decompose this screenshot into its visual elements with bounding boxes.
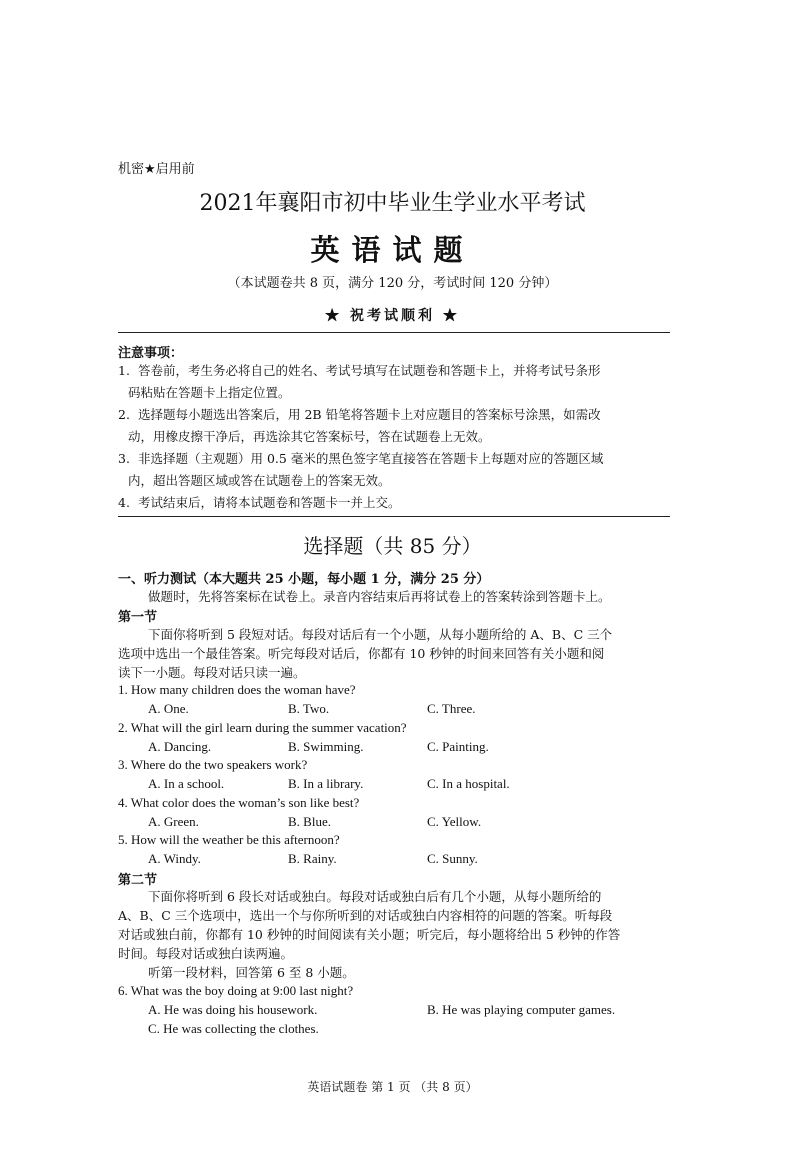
option-b: B. Rainy. bbox=[288, 851, 337, 866]
exam-title: 2021年襄阳市初中毕业生学业水平考试 bbox=[199, 191, 586, 216]
option-b: B. He was playing computer games. bbox=[427, 1002, 616, 1017]
option-c: C. Yellow. bbox=[427, 814, 482, 829]
notice-line: 码粘贴在答题卡上指定位置。 bbox=[128, 385, 291, 400]
option-c: C. Sunny. bbox=[427, 851, 478, 866]
section2-label: 第二节 bbox=[118, 873, 158, 888]
section1-line: 读下一小题。每段对话只读一遍。 bbox=[118, 665, 306, 680]
option-a: A. He was doing his housework. bbox=[148, 1002, 318, 1017]
notice-item bbox=[118, 404, 670, 448]
question-text: 3. Where do the two speakers work? bbox=[118, 757, 308, 772]
question-text: 2. What will the girl learn during the summer vacation? bbox=[118, 720, 407, 735]
option-a: A. Green. bbox=[148, 814, 199, 829]
notice-num: 1. bbox=[118, 363, 130, 378]
option-a: A. Dancing. bbox=[148, 739, 212, 754]
page-footer: 英语试题卷 第 1 页 （共 8 页） bbox=[307, 1080, 478, 1094]
part-heading bbox=[118, 568, 489, 587]
notice-line: 选择题每小题选出答案后，用 2B 铅笔将答题卡上对应题目的答案标号涂黑，如需改 bbox=[138, 407, 601, 422]
notice-line: 考试结束后，请将本试题卷和答题卡一并上交。 bbox=[138, 495, 401, 510]
option-c: C. Three. bbox=[427, 701, 476, 716]
section2-line: A、B、C 三个选项中，选出一个与你所听到的对话或独白内容相符的问题的答案。听每段 bbox=[118, 908, 613, 923]
notice-item bbox=[118, 492, 670, 514]
notice-line: 动，用橡皮擦干净后，再选涂其它答案标号，答在试题卷上无效。 bbox=[128, 429, 491, 444]
part-note: （本大题共 25 小题，每小题 1 分，满分 25 分） bbox=[196, 572, 490, 587]
notice-line: 非选择题（主观题）用 0.5 毫米的黑色签字笔直接答在答题卡上每题对应的答题区域 bbox=[138, 451, 604, 466]
notice-num: 3. bbox=[118, 451, 130, 466]
exam-info: （本试题卷共 8 页，满分 120 分，考试时间 120 分钟） bbox=[227, 276, 558, 291]
notice-item bbox=[118, 448, 670, 492]
option-b: B. Swimming. bbox=[288, 739, 364, 754]
notice-line: 内，超出答题区域或答在试题卷上的答案无效。 bbox=[128, 473, 391, 488]
part-instruction: 做题时，先将答案标在试卷上。录音内容结束后再将试卷上的答案转涂到答题卡上。 bbox=[148, 589, 611, 604]
notice-heading: 注意事项： bbox=[118, 346, 184, 361]
section2-subinstruction: 听第一段材料，回答第 6 至 8 小题。 bbox=[148, 965, 355, 980]
option-c: C. He was collecting the clothes. bbox=[148, 1021, 319, 1036]
question-text: 4. What color does the woman’s son like best? bbox=[118, 795, 360, 810]
option-b: B. Two. bbox=[288, 701, 330, 716]
part-title: 一、听力测试 bbox=[118, 572, 197, 587]
section-heading: 选择题（共 85 分） bbox=[303, 534, 482, 558]
notice-line: 答卷前，考生务必将自己的姓名、考试号填写在试题卷和答题卡上，并将考试号条形 bbox=[138, 363, 601, 378]
question-text: 6. What was the boy doing at 9:00 last night? bbox=[118, 983, 354, 998]
option-c: C. Painting. bbox=[427, 739, 489, 754]
option-c: C. In a hospital. bbox=[427, 776, 510, 791]
section2-line: 下面你将听到 6 段长对话或独白。每段对话或独白后有几个小题，从每小题所给的 bbox=[148, 889, 602, 904]
divider-bottom bbox=[118, 516, 670, 517]
option-a: A. Windy. bbox=[148, 851, 201, 866]
notice-item bbox=[118, 360, 670, 404]
section1-line: 选项中选出一个最佳答案。听完每段对话后，你都有 10 秒钟的时间来回答有关小题和阅 bbox=[118, 646, 605, 661]
section1-label: 第一节 bbox=[118, 610, 158, 625]
question-text: 5. How will the weather be this afternoon? bbox=[118, 832, 340, 847]
option-a: A. One. bbox=[148, 701, 189, 716]
option-b: B. In a library. bbox=[288, 776, 364, 791]
notice-num: 2. bbox=[118, 407, 130, 422]
good-luck-banner: ★ 祝考试顺利 ★ bbox=[325, 308, 460, 324]
option-a: A. In a school. bbox=[148, 776, 225, 791]
confidential-label: 机密★启用前 bbox=[118, 162, 195, 177]
question-text: 1. How many children does the woman have? bbox=[118, 682, 356, 697]
section2-line: 对话或独白前，你都有 10 秒钟的时间阅读有关小题；听完后，每小题将给出 5 秒钟的作答 bbox=[118, 927, 621, 942]
notice-num: 4. bbox=[118, 495, 130, 510]
section2-line: 时间。每段对话或独白读两遍。 bbox=[118, 946, 294, 961]
section1-line: 下面你将听到 5 段短对话。每段对话后有一个小题，从每小题所给的 A、B、C 三个 bbox=[148, 627, 613, 642]
divider-top bbox=[118, 332, 670, 333]
option-b: B. Blue. bbox=[288, 814, 331, 829]
subject-title: 英语试题 bbox=[310, 233, 475, 267]
